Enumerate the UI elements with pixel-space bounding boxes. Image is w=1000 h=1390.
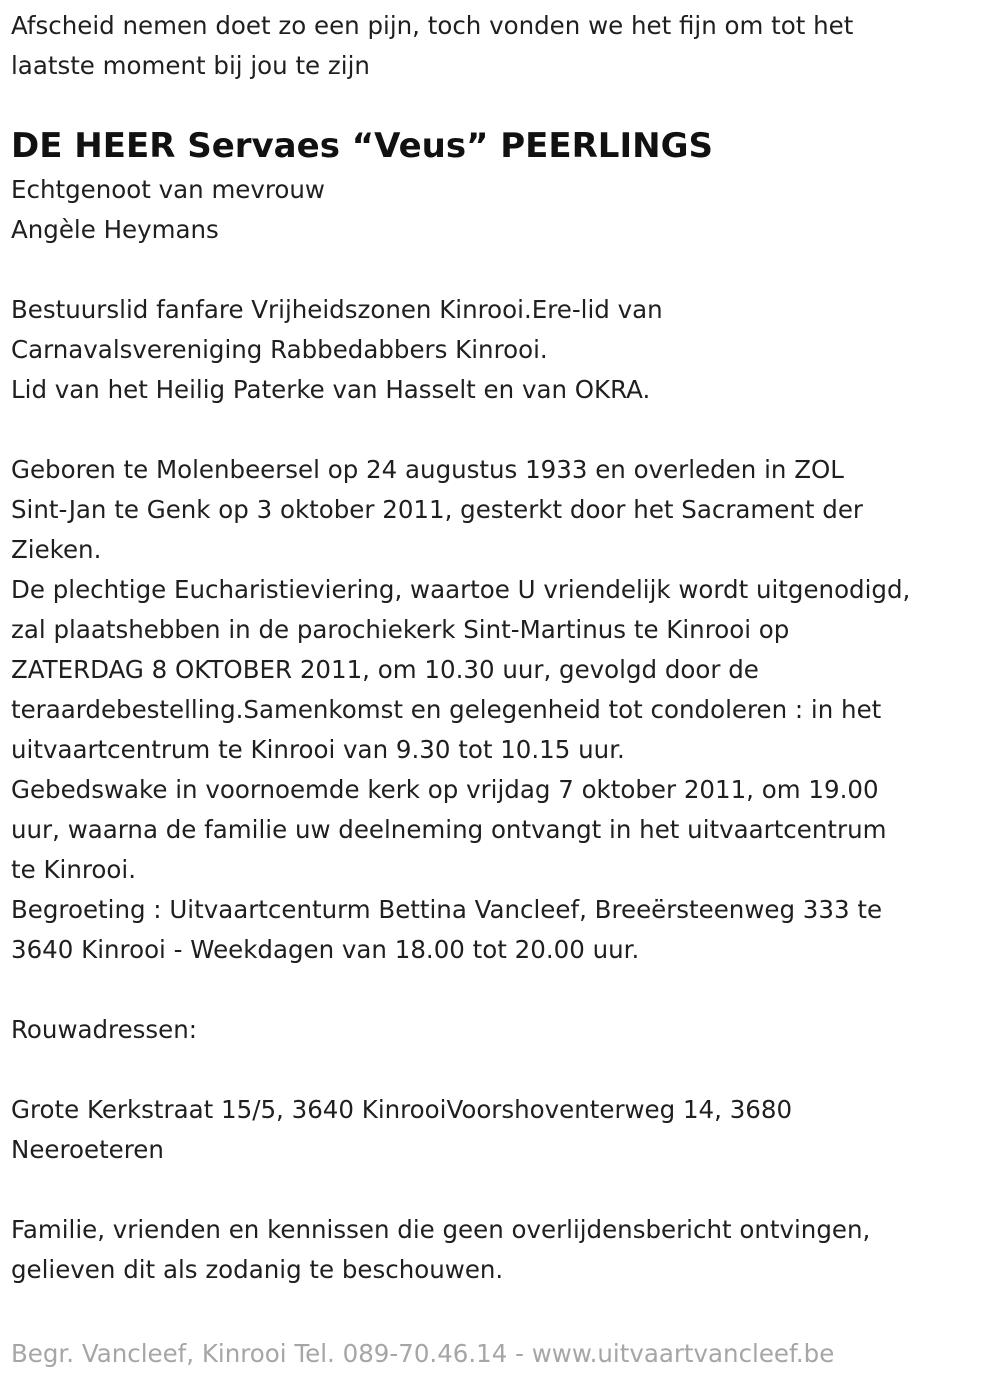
intro-line-2: laatste moment bij jou te zijn xyxy=(11,51,370,80)
spacer xyxy=(11,970,1000,1010)
details-line: ZATERDAG 8 OKTOBER 2011, om 10.30 uur, gevolgd door de xyxy=(11,655,759,684)
details-line: Zieken. xyxy=(11,535,102,564)
details-line: teraardebestelling.Samenkomst en gelegenheid tot condoleren : in het xyxy=(11,695,882,724)
memberships-block xyxy=(11,290,1000,410)
details-block xyxy=(11,450,1000,970)
addresses-block xyxy=(11,1090,1000,1170)
closing-block xyxy=(11,1210,1000,1290)
intro-quote xyxy=(11,6,1000,86)
spouse-line-2: Angèle Heymans xyxy=(11,215,219,244)
details-line: uitvaartcentrum te Kinrooi van 9.30 tot 10.15 uur. xyxy=(11,735,625,764)
closing-line-1: Familie, vrienden en kennissen die geen overlijdensbericht ontvingen, xyxy=(11,1215,871,1244)
address-line-2: Neeroeteren xyxy=(11,1135,164,1164)
details-line: zal plaatshebben in de parochiekerk Sint-Martinus te Kinrooi op xyxy=(11,615,790,644)
closing-line-2: gelieven dit als zodanig te beschouwen. xyxy=(11,1255,504,1284)
funeral-home-footer: Begr. Vancleef, Kinrooi Tel. 089-70.46.14 - www.uitvaartvancleef.be xyxy=(11,1339,835,1368)
spacer xyxy=(11,250,1000,290)
spacer xyxy=(11,1170,1000,1210)
deceased-name: DE HEER Servaes “Veus” PEERLINGS xyxy=(11,126,713,166)
details-line: te Kinrooi. xyxy=(11,855,136,884)
details-line: Begroeting : Uitvaartcenturm Bettina Vancleef, Breeërsteenweg 333 te xyxy=(11,895,883,924)
spouse-block xyxy=(11,170,1000,250)
membership-line: Carnavalsvereniging Rabbedabbers Kinrooi. xyxy=(11,335,548,364)
membership-line: Lid van het Heilig Paterke van Hasselt en van OKRA. xyxy=(11,375,651,404)
spacer xyxy=(11,1050,1000,1090)
details-line: Geboren te Molenbeersel op 24 augustus 1933 en overleden in ZOL xyxy=(11,455,844,484)
address-line-1: Grote Kerkstraat 15/5, 3640 KinrooiVoorshoventerweg 14, 3680 xyxy=(11,1095,793,1124)
details-line: De plechtige Eucharistieviering, waartoe U vriendelijk wordt uitgenodigd, xyxy=(11,575,911,604)
intro-line-1: Afscheid nemen doet zo een pijn, toch vonden we het fijn om tot het xyxy=(11,11,854,40)
details-line: uur, waarna de familie uw deelneming ontvangt in het uitvaartcentrum xyxy=(11,815,887,844)
details-line: Sint-Jan te Genk op 3 oktober 2011, gesterkt door het Sacrament der xyxy=(11,495,863,524)
membership-line: Bestuurslid fanfare Vrijheidszonen Kinrooi.Ere-lid van xyxy=(11,295,663,324)
spacer xyxy=(11,410,1000,450)
details-line: 3640 Kinrooi - Weekdagen van 18.00 tot 20.00 uur. xyxy=(11,935,640,964)
spouse-line-1: Echtgenoot van mevrouw xyxy=(11,175,325,204)
addresses-heading: Rouwadressen: xyxy=(11,1015,198,1044)
details-line: Gebedswake in voornoemde kerk op vrijdag 7 oktober 2011, om 19.00 xyxy=(11,775,879,804)
